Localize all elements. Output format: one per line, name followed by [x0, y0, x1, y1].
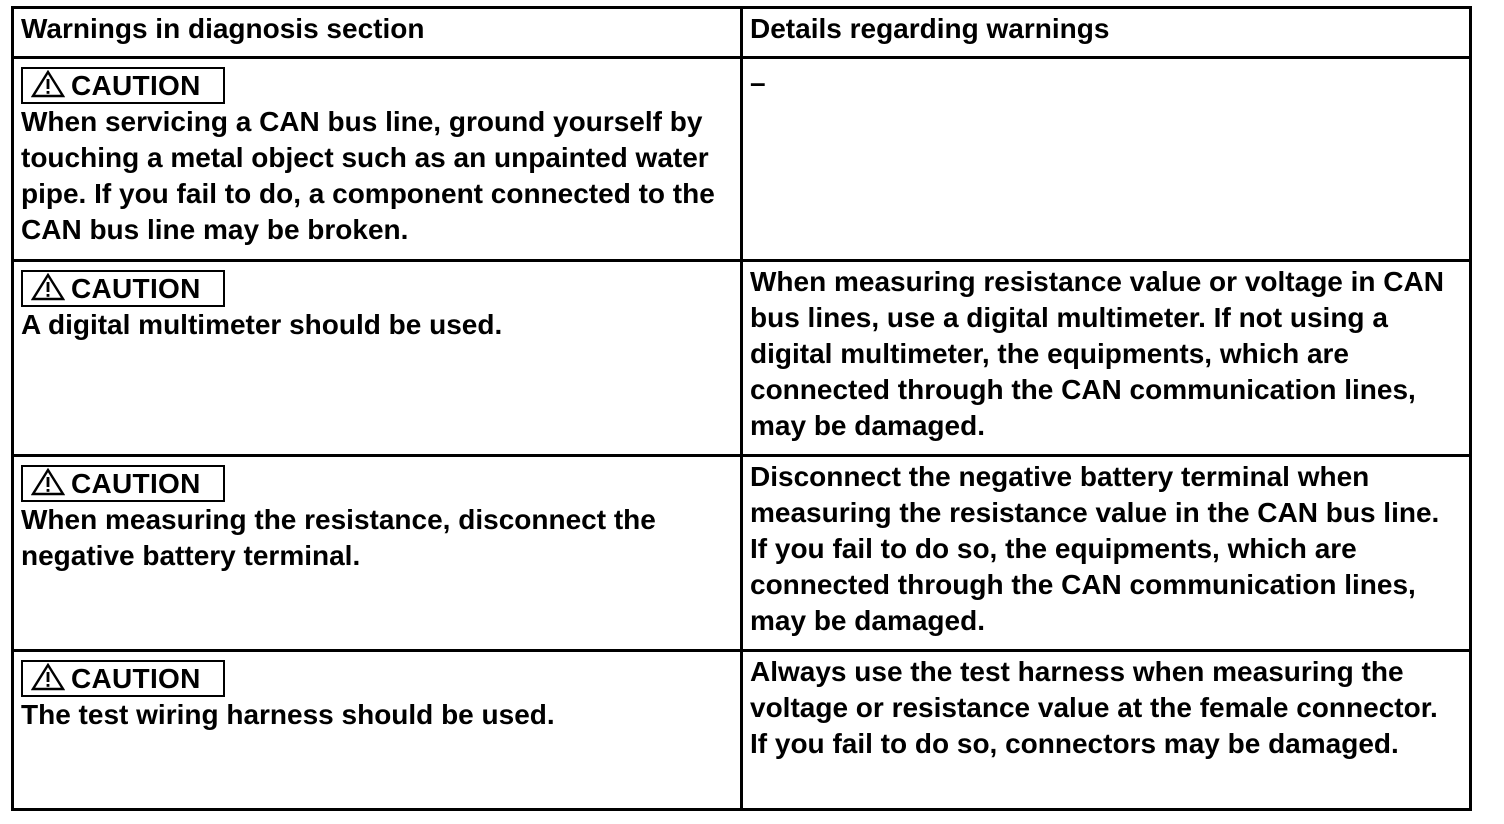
details-cell	[742, 456, 1471, 651]
details-cell	[742, 261, 1471, 456]
details-text: –	[750, 67, 766, 98]
caution-badge	[21, 270, 225, 307]
caution-badge	[21, 465, 225, 502]
warning-triangle-icon	[31, 468, 65, 496]
table-row	[13, 651, 1471, 810]
details-text: Always use the test harness when measuring the voltage or resistance value at the female connector. If you fail to do so, connectors may be damaged.	[750, 656, 1438, 759]
warning-text: When measuring the resistance, disconnect the negative battery terminal.	[21, 504, 656, 571]
warning-triangle-icon	[31, 663, 65, 691]
warning-cell	[13, 456, 742, 651]
table-header-row	[13, 8, 1471, 58]
warning-text: A digital multimeter should be used.	[21, 309, 503, 340]
warning-cell	[13, 651, 742, 810]
header-details: Details regarding warnings	[742, 8, 1471, 58]
details-cell	[742, 651, 1471, 810]
caution-badge	[21, 660, 225, 697]
warning-cell	[13, 261, 742, 456]
warnings-table	[11, 6, 1472, 811]
warning-triangle-icon	[31, 70, 65, 98]
header-warnings: Warnings in diagnosis section	[13, 8, 742, 58]
details-text: Disconnect the negative battery terminal when measuring the resistance value in the CAN bus line. If you fail to do so, the equipments, which are connected through the CAN communication lines, may be damaged.	[750, 461, 1440, 636]
caution-label: CAUTION	[71, 663, 201, 694]
caution-badge	[21, 67, 225, 104]
warning-triangle-icon	[31, 273, 65, 301]
caution-label: CAUTION	[71, 468, 201, 499]
table-row	[13, 456, 1471, 651]
caution-label: CAUTION	[71, 70, 201, 101]
warning-text: When servicing a CAN bus line, ground yourself by touching a metal object such as an unpainted water pipe. If you fail to do, a component connected to the CAN bus line may be broken.	[21, 106, 715, 245]
table-row	[13, 58, 1471, 261]
table-row	[13, 261, 1471, 456]
warning-text: The test wiring harness should be used.	[21, 699, 555, 730]
details-text: When measuring resistance value or voltage in CAN bus lines, use a digital multimeter. If not using a digital multimeter, the equipments, which are connected through the CAN communication lines, may be damaged.	[750, 266, 1444, 441]
warning-cell	[13, 58, 742, 261]
details-cell	[742, 58, 1471, 261]
caution-label: CAUTION	[71, 273, 201, 304]
